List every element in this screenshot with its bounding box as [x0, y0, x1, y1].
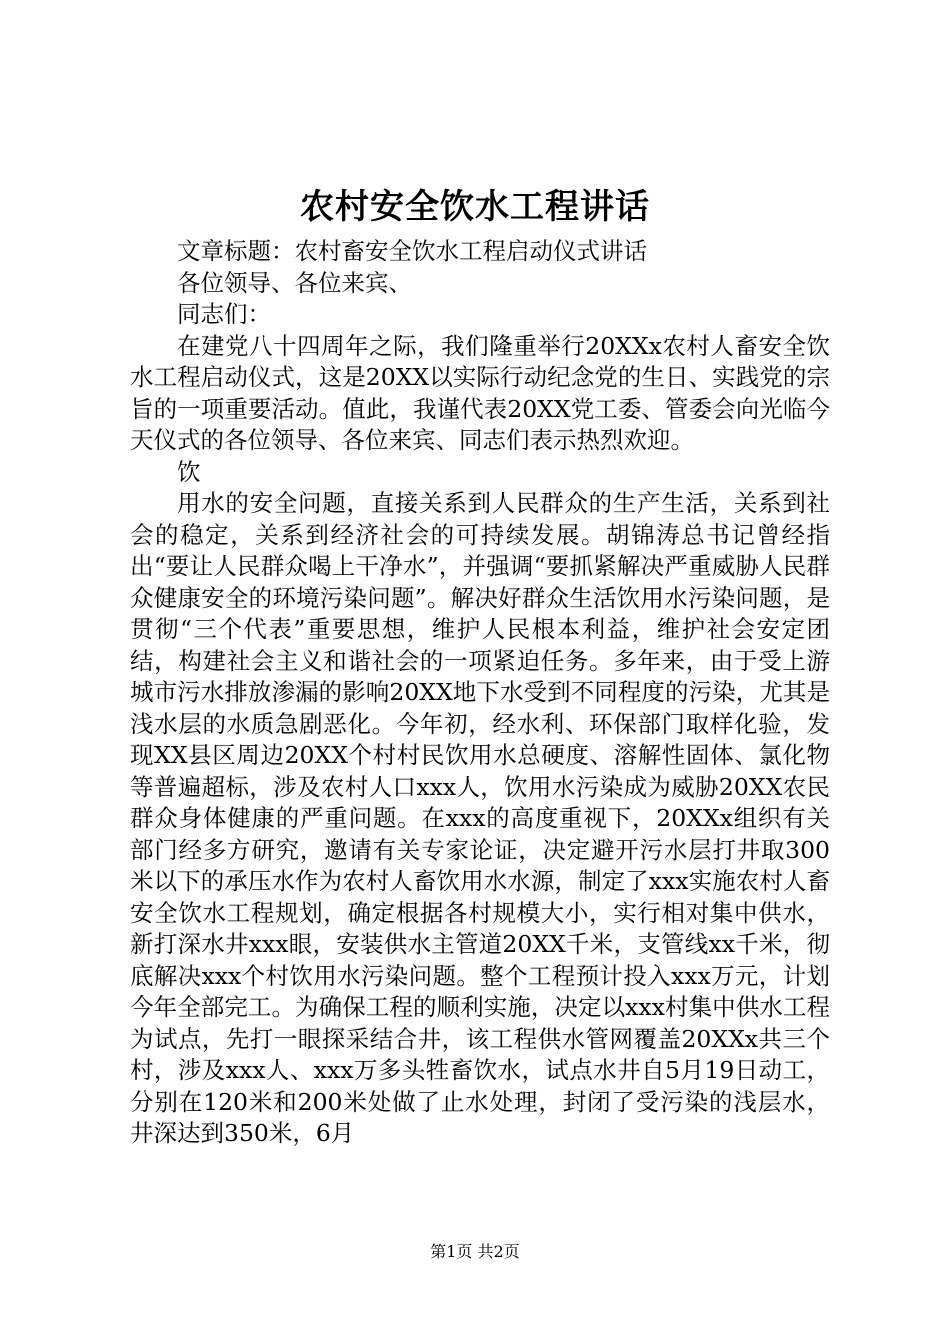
body-paragraph: 饮	[177, 457, 201, 486]
document-body	[130, 236, 830, 1150]
document-title: 农村安全饮水工程讲话	[300, 187, 650, 227]
body-paragraph: 用水的安全问题，直接关系到人民群众的生产生活，关系到社会的稳定，关系到经济社会的可持续发展。胡锦涛总书记曾经指出“要让人民群众喝上干净水”，并强调“要抓紧解决严重威胁人民群众健康安全的环境污染问题”。解决好群众生活饮用水污染问题，是贯彻“三个代表”重要思想，维护人民根本利益，维护社会安定团结，构建社会主义和谐社会的一项紧迫任务。多年来，由于受上游城市污水排放渗漏的影响20XX地下水受到不同程度的污染，尤其是浅水层的水质急剧恶化。今年初，经水利、环保部门取样化验，发现XX县区周边20XX个村村民饮用水总硬度、溶解性固体、氯化物等普遍超标，涉及农村人口xxx人，饮用水污染成为威胁20XX农民群众身体健康的严重问题。在xxx的高度重视下，20XXx组织有关部门经多方研究，邀请有关专家论证，决定避开污水层打井取300米以下的承压水作为农村人畜饮用水水源，制定了xxx实施农村人畜安全饮水工程规划，确定根据各村规模大小，实行相对集中供水，新打深水井xxx眼，安装供水主管道20XX千米，支管线xx千米，彻底解决xxx个村饮用水污染问题。整个工程预计投入xxx万元，计划今年全部完工。为确保工程的顺利实施，决定以xxx村集中供水工程为试点，先打一眼探采结合井，该工程供水管网覆盖20XXx共三个村，涉及xxx人、xxx万多头牲畜饮水，试点水井自5月19日动工，分别在120米和200米处做了止水处理，封闭了受污染的浅层水，井深达到350米，6月	[130, 489, 830, 1147]
salutation-line: 各位领导、各位来宾、	[177, 268, 412, 297]
page-footer: 第1页 共2页	[430, 1242, 520, 1261]
salutation-line: 同志们：	[177, 300, 271, 328]
article-title-line: 文章标题：农村畜安全饮水工程启动仪式讲话	[177, 237, 647, 265]
body-paragraph: 在建党八十四周年之际，我们隆重举行20XXx农村人畜安全饮水工程启动仪式，这是20XX以实际行动纪念党的生日、实践党的宗旨的一项重要活动。值此，我谨代表20XX党工委、管委会向光临今天仪式的各位领导、各位来宾、同志们表示热烈欢迎。	[130, 331, 830, 454]
